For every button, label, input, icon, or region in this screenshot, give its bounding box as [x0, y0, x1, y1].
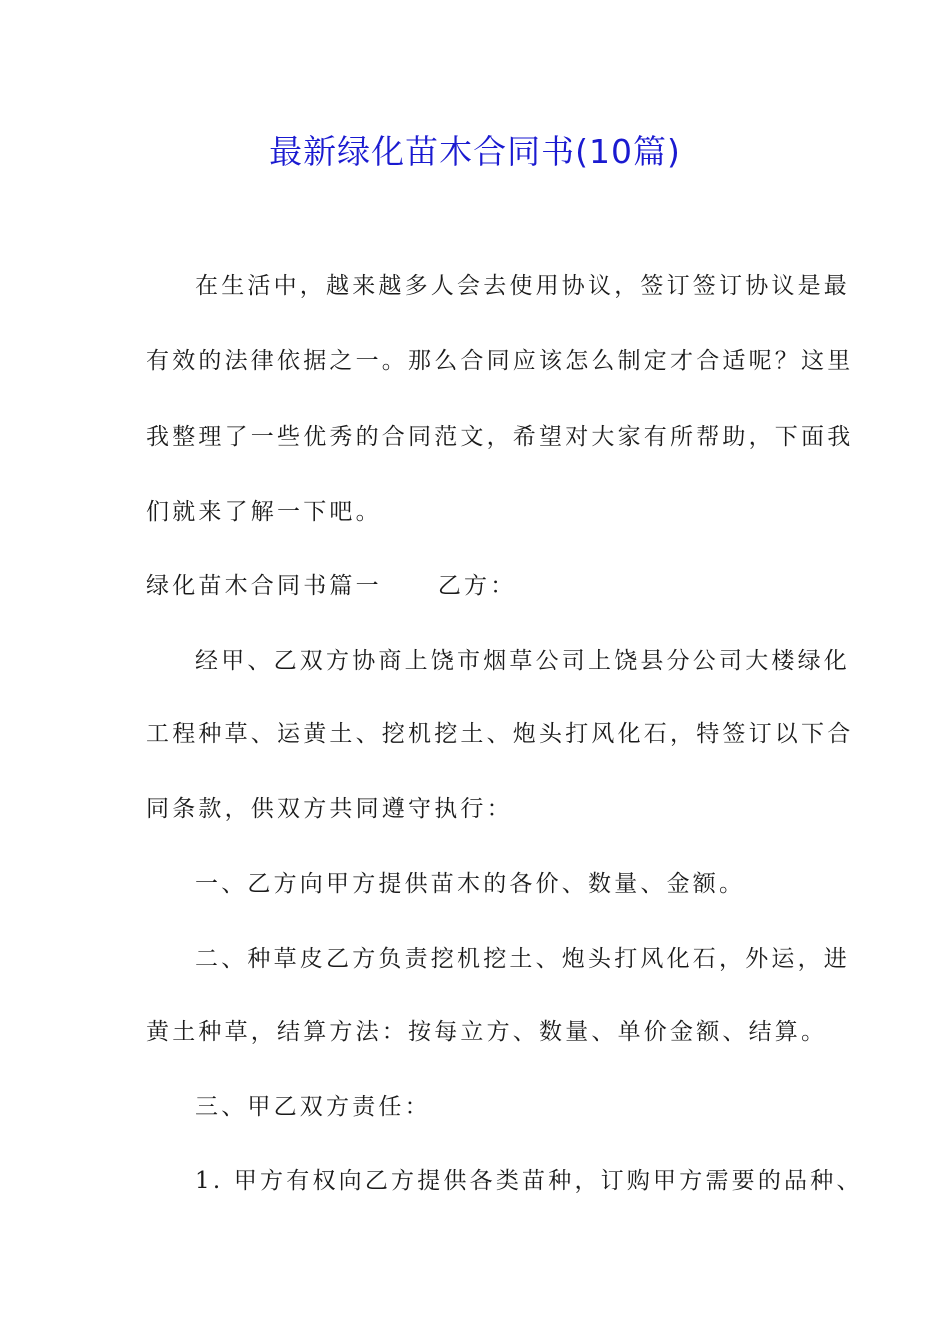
intro-line-2: 有效的法律依据之一。那么合同应该怎么制定才合适呢？这里	[146, 348, 854, 374]
body-line-5: 二、种草皮乙方负责挖机挖土、炮头打风化石，外运，进	[195, 946, 850, 972]
section-heading: 绿化苗木合同书篇一	[146, 573, 382, 599]
body-line-4: 一、乙方向甲方提供苗木的各价、数量、金额。	[195, 871, 746, 897]
section-party-label: 乙方：	[437, 573, 517, 599]
body-line-7: 三、甲乙双方责任：	[195, 1094, 431, 1120]
body-line-2: 工程种草、运黄土、挖机挖土、炮头打风化石，特签订以下合	[146, 721, 854, 747]
intro-line-1: 在生活中，越来越多人会去使用协议，签订签订协议是最	[195, 273, 850, 299]
document-title: 最新绿化苗木合同书(10篇)	[269, 132, 681, 171]
body-line-3: 同条款，供双方共同遵守执行：	[146, 796, 513, 822]
section-heading-line	[146, 570, 516, 602]
intro-line-3: 我整理了一些优秀的合同范文，希望对大家有所帮助，下面我	[146, 424, 854, 450]
intro-line-4: 们就来了解一下吧。	[146, 499, 382, 525]
body-line-8: 1. 甲方有权向乙方提供各类苗种，订购甲方需要的品种、	[195, 1168, 863, 1194]
body-line-1: 经甲、乙双方协商上饶市烟草公司上饶县分公司大楼绿化	[195, 648, 850, 674]
body-line-6: 黄土种草，结算方法：按每立方、数量、单价金额、结算。	[146, 1019, 828, 1045]
